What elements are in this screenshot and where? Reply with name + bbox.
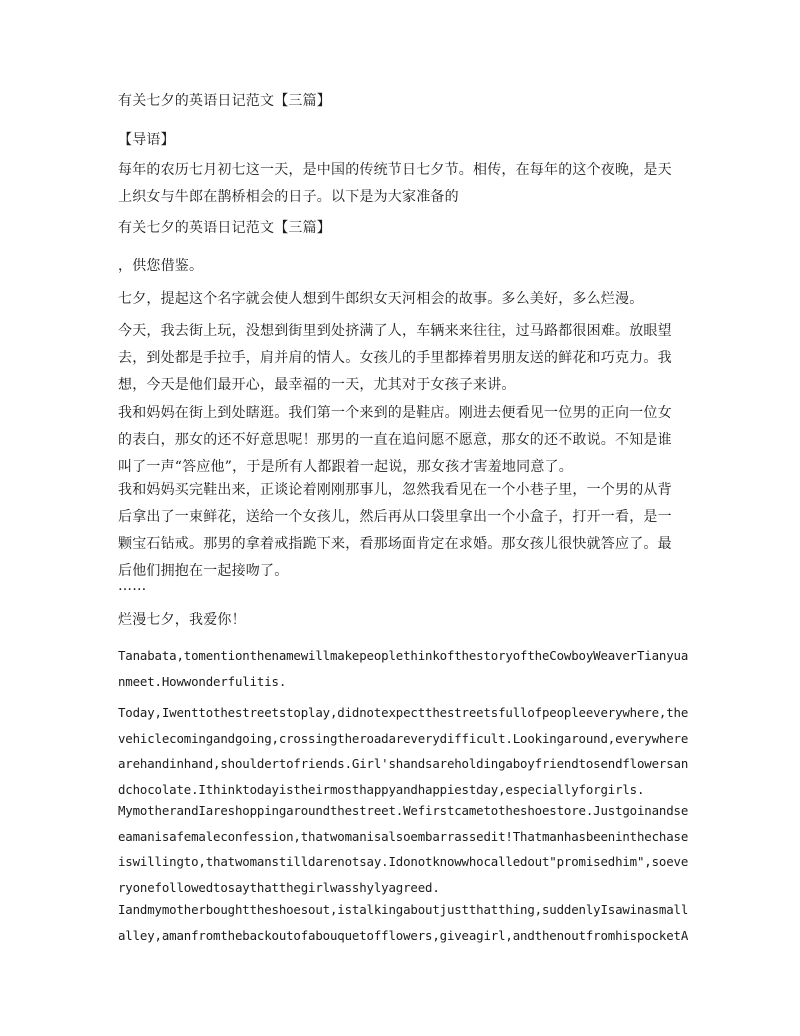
guide-label: 【导语】 — [118, 132, 175, 148]
en-paragraph-4 — [118, 897, 689, 948]
text-line: 后拿出了一束鲜花，送给一个女孩儿，然后再从口袋里拿出一个小盒子，打开一看，是一 — [118, 509, 672, 525]
text-line: arehandinhand,shouldertofriends.Girl'shandsareholdingaboyfriendtosendflowersan — [118, 756, 689, 771]
title-repeat: 有关七夕的英语日记范文【三篇】 — [118, 220, 331, 236]
text-line: 上织女与牛郎在鹊桥相会的日子。以下是为大家准备的 — [118, 189, 459, 205]
text-line: nmeet.Howwonderfulitis. — [118, 673, 287, 689]
text-line: alley,amanfromthebackoutofabouquetofflowers,giveagirl,andthenoutfromhispocketA — [118, 927, 689, 943]
en-paragraph-2 — [118, 700, 689, 802]
text-line: Today,Iwenttothestreetstoplay,didnotexpectthestreetsfullofpeopleeverywhere,the — [118, 705, 689, 720]
text-line: 颗宝石钻戒。那男的拿着戒指跪下来，看那场面肯定在求婚。那女孩儿很快就答应了。最 — [118, 536, 672, 552]
text-line: eamanisafemaleconfession,thatwomanisalsoembarrassedit!Thatmanhasbeeninthechase — [118, 828, 689, 844]
text-line: 后他们拥抱在一起接吻了。 — [118, 563, 289, 579]
text-line: 今天，我去街上玩，没想到街里到处挤满了人，车辆来来往往，过马路都很困难。放眼望 — [118, 323, 672, 339]
closing-line: 烂漫七夕，我爱你！ — [118, 612, 246, 628]
text-line: ryonefollowedtosaythatthegirlwasshylyagreed. — [118, 879, 440, 895]
text-line: MymotherandIareshoppingaroundthestreet.Wefirstcametotheshoestore.Justgoinandse — [118, 803, 689, 818]
text-line: 每年的农历七月初七这一天，是中国的传统节日七夕节。相传，在每年的这个夜晚，是天 — [118, 162, 672, 178]
text-line: 去，到处都是手拉手，肩并肩的情人。女孩儿的手里都捧着男朋友送的鲜花和巧克力。我 — [118, 350, 672, 366]
document-title: 有关七夕的英语日记范文【三篇】 — [118, 93, 331, 109]
cn-paragraph-1: 七夕，提起这个名字就会使人想到牛郎织女天河相会的故事。多么美好，多么烂漫。 — [118, 291, 644, 307]
intro-paragraph — [118, 157, 684, 211]
text-line: Tanabata,tomentionthenamewillmakepeoplethinkofthestoryoftheCowboyWeaverTianyua — [118, 648, 689, 663]
ellipsis: …… — [118, 578, 147, 594]
en-paragraph-1 — [118, 643, 689, 694]
text-line: 的表白，那女的还不好意思呢！那男的一直在追问愿不愿意，那女的还不敢说。不知是谁 — [118, 432, 672, 448]
text-line: iswillingto,thatwomanstilldarenotsay.Idonotknowwhocalledout"promisedhim",soeve — [118, 854, 689, 869]
text-line: 想，今天是他们最开心，最幸福的一天，尤其对于女孩子来讲。 — [118, 377, 516, 393]
for-reference-text: ，供您借鉴。 — [118, 258, 204, 274]
text-line: 我和妈妈在街上到处瞎逛。我们第一个来到的是鞋店。刚进去便看见一位男的正向一位女 — [118, 405, 672, 421]
text-line: 叫了一声“答应他”，于是所有人都跟着一起说，那女孩才害羞地同意了。 — [118, 459, 573, 475]
en-paragraph-3 — [118, 798, 689, 900]
text-line: 我和妈妈买完鞋出来，正谈论着刚刚那事儿，忽然我看见在一个小巷子里，一个男的从背 — [118, 482, 672, 498]
text-line: Iandmymotherboughttheshoesout,istalkingaboutjustthatthing,suddenlyIsawinasmall — [118, 902, 689, 917]
cn-paragraph-3 — [118, 400, 684, 481]
cn-paragraph-2 — [118, 318, 684, 399]
cn-paragraph-4 — [118, 477, 684, 585]
text-line: vehiclecomingandgoing,crossingtheroadareverydifficult.Lookingaround,everywhere — [118, 730, 689, 746]
text-line: dchocolate.Ithinktodayistheirmosthappyandhappiestday,especiallyforgirls. — [118, 781, 645, 797]
